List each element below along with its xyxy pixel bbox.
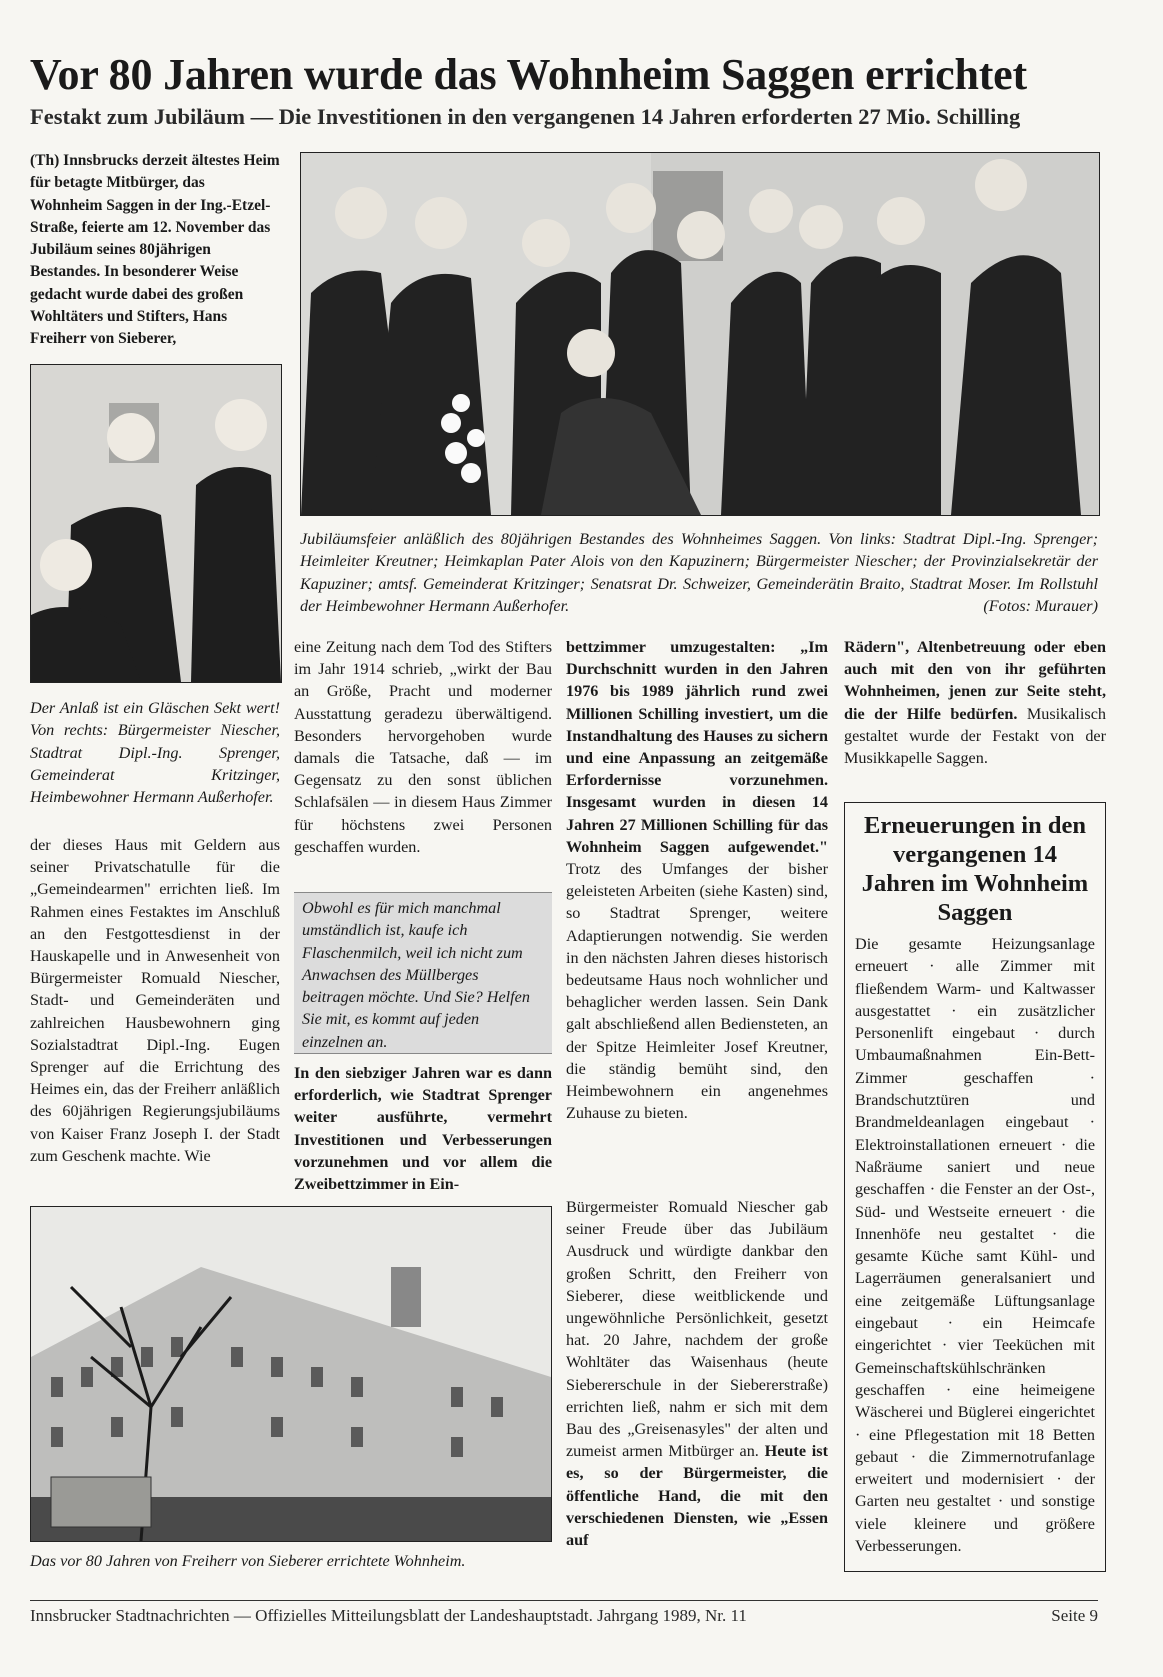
column-4-text (844, 636, 1106, 769)
renovations-text: Die gesamte Heizungsanlage erneuert · alle Zimmer mit fließendem Warm- und Kaltwasser ausgestattet · ein zusätzlicher Personenlift eingebaut · durch Umbaumaßnahmen Ein-Bett-Zimmer geschaffen · Brandschutztüren und Brandmeldeanlagen eingebaut · Elektroinstallationen erneuert · die Naßräume saniert und neue geschaffen · die Fenster an der Ost-, Süd- und Westseite erneuert · die Innenhöfe neu gestaltet · die gesamte Küche samt Kühl- und Lagerräumen generalsaniert und eine zeitgemäße Lüftungsanlage eingebaut · ein Heimcafe eingerichtet · vier Teeküchen mit Gemeinschaftskühlschränken geschaffen · eine heimeigene Wäscherei und Büglerei eingerichtet · eine Pflegestation mit 18 Betten gebaut · die Zimmernotrufanlage erweitert und modernisiert · der Garten neu gestaltet · und sonstige viele kleinere und größere Verbesserungen. (855, 935, 1095, 1556)
column-3-body-2: Bürgermeister Romuald Niescher gab seiner Freude über das Jubiläum Ausdruck und würdigte dankbar den großen Schritt, den Freiherr von Sieberer, diese weitblickende und ungewöhnliche Persönlichkeit, gesetzt hat. 20 Jahre, nachdem der große Wohltäter das Waisenhaus (heute Siebererschule in der Siebererstraße) errichten ließ, nahm er sich mit dem Bau des „Greisenasyles" der alten und zumeist armen Mitbürger an. (566, 1198, 828, 1461)
toast-photo-caption: Der Anlaß ist ein Gläschen Sekt wert! Von rechts: Bürgermeister Niescher, Stadtrat Dipl.-Ing. Sprenger, Gemeinderat Kritzinger, Heimbewohner Hermann Außerhofer. (30, 699, 280, 807)
column-1-text: der dieses Haus mit Geldern aus seiner Privatschatulle für die „Gemeindearmen" errichten ließ. Im Rahmen eines Festaktes im Anschluß an den Festgottesdienst in der Hauskapelle und in Anwesenheit von Bürgermeister Romuald Niescher, Stadt- und Gemeinderäten und zahlreichen Hausbewohnern ging Sozialstadtrat Dipl.-Ing. Eugen Sprenger auf die Errichtung des Heimes ein, das der Freiherr anläßlich des 60jährigen Regierungsjubiläums von Kaiser Franz Joseph I. der Stadt zum Geschenk machte. Wie (30, 836, 280, 1165)
group-photo-caption: Jubiläumsfeier anläßlich des 80jährigen Bestandes des Wohnheimes Saggen. Von links: Stadtrat Dipl.-Ing. Sprenger; Heimleiter Kreutner; Heimkaplan Pater Alois von den Kapuzinern; Bürgermeister Niescher; der Provinzialsekretär der Kapuziner; amtsf. Gemeinderat Kritzinger; Senatsrat Dr. Schweizer, Gemeinderätin Braito, Stadtrat Moser. Im Rollstuhl der Heimbewohner Hermann Außerhofer. (Fotos: Murauer) (300, 528, 1098, 617)
renovations-box (844, 802, 1106, 1572)
column-4-body: Musikalisch gestaltet wurde der Festakt von der Musikkapelle Saggen. (844, 704, 1106, 768)
column-2-text: eine Zeitung nach dem Tod des Stifters im Jahr 1914 schrieb, „wirkt der Bau an Größe, Pracht und moderner Ausstattung geradezu überwältigend. Besonders hervorgehoben wurde damals die Tatsache, daß — im Gegensatz zu den sonst üblichen Schlafsälen — in diesem Haus Zimmer für höchstens zwei Personen geschaffen wurden. (294, 638, 552, 856)
page-footer (30, 1600, 1098, 1631)
subheadline: Festakt zum Jubiläum — Die Investitionen in den vergangenen 14 Jahren erforderten 27 Mio. Schilling (30, 104, 1021, 129)
group-photo (300, 152, 1100, 516)
column-4-bold-text: Rädern", Altenbetreuung oder eben auch mit den von ihr geführten Wohnheimen, jenen zur Seite steht, die der Hilfe bedürfen. (844, 638, 1106, 723)
renovations-title: Erneuerungen in den vergangenen 14 Jahren im Wohnheim Saggen (861, 812, 1089, 926)
headline: Vor 80 Jahren wurde das Wohnheim Saggen errichtet (30, 50, 1027, 99)
column-3-text (566, 636, 828, 1124)
column-3-bold-text-2: Heute ist es, so der Bürgermeister, die öffentliche Hand, die mit den verschiedenen Diensten, wie „Essen auf (566, 1442, 828, 1550)
column-3-body: Trotz des Umfanges der bisher geleisteten Arbeiten (siehe Kasten) sind, so Stadtrat Sprenger, weitere Adaptierungen notwendig. Sie werden in den nächsten Jahren dieses historisch bedeutsame Haus noch wohnlicher und behaglicher werden lassen. Sein Dank galt abschließend allen Bediensteten, an der Spitze Heimleiter Josef Kreutner, die ständig bemüht sind, den Heimbewohnern ein angenehmes Zuhause zu bieten. (566, 860, 828, 1123)
intro-text: (Th) Innsbrucks derzeit ältestes Heim für betagte Mitbürger, das Wohnheim Saggen in der Ing.-Etzel-Straße, feierte am 12. November das Jubiläum seines 80jährigen Bestandes. In besonderer Weise gedacht wurde dabei des großen Wohltäters und Stifters, Hans Freiherr von Sieberer, (30, 152, 280, 348)
publication-info: Innsbrucker Stadtnachrichten — Offizielles Mitteilungsblatt der Landeshauptstadt. Jahrgang 1989, Nr. 11 (30, 1606, 747, 1625)
quote-box (294, 892, 552, 1054)
photo-credit: (Fotos: Murauer) (983, 596, 1098, 615)
building-photo-caption: Das vor 80 Jahren von Freiherr von Sieberer errichtete Wohnheim. (30, 1552, 466, 1570)
column-3-bold-text: bettzimmer umzugestalten: „Im Durchschnitt wurden in den Jahren 1976 bis 1989 jährlich rund zwei Millionen Schilling investiert, um die Instandhaltung des Hauses zu sichern und eine Anpassung an zeitgemäße Erfordernisse vorzunehmen. Insgesamt wurden in diesen 14 Jahren 27 Millionen Schilling für das Wohnheim Saggen aufgewendet." (566, 638, 828, 856)
building-photo (30, 1206, 552, 1542)
column-3-text-2 (566, 1196, 828, 1551)
page-number: Seite 9 (1051, 1606, 1098, 1625)
column-2-bold-text: In den siebziger Jahren war es dann erforderlich, wie Stadtrat Sprenger weiter ausführte, vermehrt Investitionen und Verbesserungen vorzunehmen und vor allem die Zweibettzimmer in Ein- (294, 1064, 552, 1194)
quote-text: Obwohl es für mich manchmal umständlich ist, kaufe ich Flaschenmilch, weil ich nicht zum Anwachsen des Müllberges beitragen möchte. Und Sie? Helfen Sie mit, es kommt auf jeden einzelnen an. (302, 899, 530, 1051)
toast-photo (30, 364, 282, 683)
